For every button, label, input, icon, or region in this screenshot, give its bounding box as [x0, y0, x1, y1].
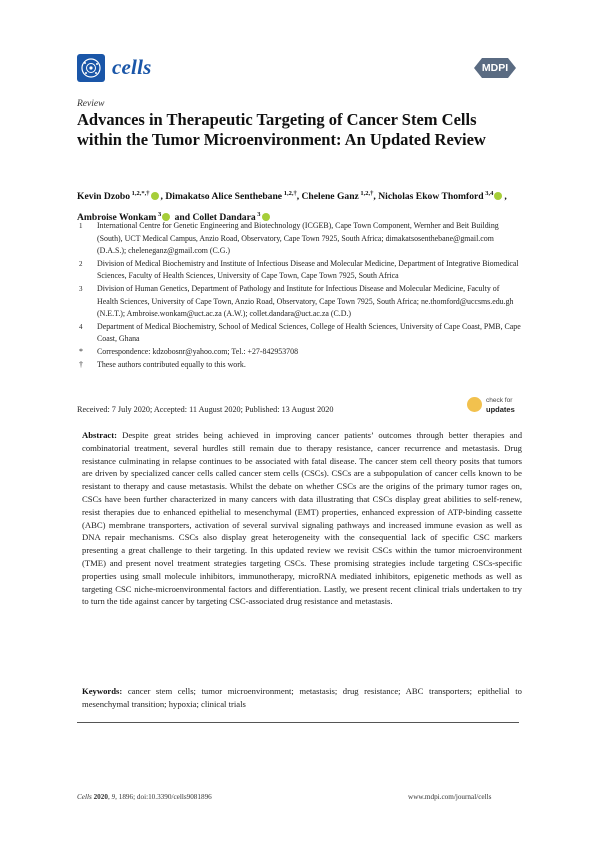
affiliation-item	[77, 258, 522, 283]
affiliation-item	[77, 321, 522, 346]
author-affiliation-marks: 3	[156, 210, 162, 218]
affiliation-mark: 2	[79, 259, 83, 268]
affiliation-item	[77, 283, 522, 321]
orcid-icon[interactable]	[494, 192, 502, 200]
journal-name: cells	[112, 55, 152, 79]
article-title: Advances in Therapeutic Targeting of Cancer Stem Cells within the Tumor Microenvironment: An Updated Review	[77, 110, 486, 149]
author-name: Ambroise Wonkam	[77, 211, 157, 223]
check-updates-line1: check for	[486, 397, 513, 404]
affiliation-text: Division of Human Genetics, Department of Pathology and Institute for Infectious Disease and Molecular Medicine, Faculty of Health Sciences, University of Cape Town, Anzio Road, Observatory, Cape Town 7925, South Africa; ne.thomford@uccsms.edu.gh (N.E.T.); Ambroise.wonkam@uct.ac.za (A.W.); collet.dandara@uct.ac.za (C.D.)	[97, 283, 514, 319]
journal-url[interactable]: www.mdpi.com/journal/cells	[408, 793, 492, 801]
author-name: Nicholas Ekow Thomford	[378, 191, 484, 203]
footer-year: 2020	[93, 793, 108, 801]
affiliation-mark: †	[79, 359, 83, 369]
article-type: Review	[77, 99, 105, 109]
affiliation-mark: *	[79, 346, 83, 356]
affiliation-item	[77, 346, 522, 359]
affiliation-item	[77, 359, 522, 372]
affiliation-text: Correspondence: kdzobosnr@yahoo.com; Tel.: +27-842953708	[97, 346, 299, 356]
keywords	[82, 685, 522, 711]
author-affiliation-marks: 3,4	[483, 190, 494, 197]
citation-footer: Cells 2020, 9, 1896; doi:10.3390/cells9081896	[77, 793, 212, 801]
footer-journal: Cells	[77, 793, 92, 801]
author-join: and	[172, 211, 193, 223]
author-affiliation-marks: 1,2,*,†	[130, 190, 150, 197]
author-list: Kevin Dzobo $^{1,2,*,\dagger}$ , Dimakatso Alice Senthebane $^{1,2,\dagger}$, Chelene Ganz $^{1,2,\dagger}$, Nicholas Ekow Thomford $^{3,4}$ , Ambroise Wonkam $^3$ and Collet Dandara $^3$	[77, 190, 507, 223]
affiliation-text: Division of Medical Biochemistry and Institute of Infectious Disease and Molecular Medicine, Department of Integrative Biomedical Sciences, Faculty of Health Sciences, University of Cape Town, Cape Town 7925, South Africa	[97, 258, 519, 281]
keywords-label: Keywords:	[82, 686, 123, 696]
affiliation-item	[77, 220, 522, 258]
affiliations	[77, 220, 522, 371]
affiliation-text: Department of Medical Biochemistry, School of Medical Sciences, College of Health Sciences, University of Cape Coast, PMB, Cape Coast, Ghana	[97, 321, 521, 344]
keywords-text: cancer stem cells; tumor microenvironment; metastasis; drug resistance; ABC transporters; epithelial to mesenchymal transition; hypoxia; clinical trials	[82, 686, 522, 709]
author-name: Dimakatso Alice Senthebane	[165, 191, 283, 203]
abstract-label: Abstract:	[82, 430, 117, 440]
footer-volume: 9	[111, 793, 116, 801]
affiliation-mark: 3	[79, 284, 83, 293]
publication-dates: Received: 7 July 2020; Accepted: 11 August 2020; Published: 13 August 2020	[77, 405, 334, 414]
affiliation-mark: 4	[79, 322, 83, 331]
check-updates-line2: updates	[486, 405, 515, 414]
abstract-text: Despite great strides being achieved in improving cancer patients’ outcomes through better therapies and combinatorial treatment, several hurdles still remain due to therapy resistance, cancer recurrence and metastasis. Drug resistance culminating in relapse continues to be associated with fatal disease. The cancer stem cell theory posits that tumors are driven by specialized cancer cells called cancer stem cells (CSCs). CSCs are a subpopulation of cancer cells known to be resistant to therapy and cause metastasis. Whilst the debate on whether CSCs are the origins of the primary tumor rages on, CSCs have been further characterized in many cancers with data illustrating that CSCs display great abilities to self-renew, resist therapies due to enhanced epithelial to mesenchymal (EMT) properties, enhanced expression of ATP-binding cassette (ABC) membrane transporters, activation of several survival signaling pathways and increased immune evasion as well as DNA repair mechanisms. CSCs also display great heterogeneity with the consequential lack of specific CSC markers presenting a great challenge to their targeting. In this updated review we revisit CSCs within the tumor microenvironment (TME) and present novel treatment strategies targeting CSCs. These promising strategies include targeting CSCs-specific properties using small molecule inhibitors, immunotherapy, microRNA mediated inhibitors, epigenetic methods as well as targeting CSC niche-microenvironmental factors and differentiation. Lastly, we present recent clinical trials undertaken to try to turn the tide against cancer by targeting CSC-associated drug resistance and metastasis.	[82, 430, 523, 607]
author-name: Chelene Ganz	[301, 191, 359, 203]
author-affiliation-marks: 1,2,†	[282, 190, 297, 197]
check-for-updates-badge[interactable]	[467, 396, 527, 418]
author-affiliation-marks: 1,2,†	[358, 190, 374, 197]
author-name: Kevin Dzobo	[77, 191, 131, 203]
author-name: Collet Dandara	[192, 211, 256, 223]
mdpi-logo-text: MDPI	[481, 62, 509, 74]
check-updates-icon	[467, 397, 482, 412]
footer-doi: , 1896; doi:10.3390/cells9081896	[115, 793, 212, 801]
cells-logo-icon	[77, 54, 105, 82]
orcid-icon[interactable]	[151, 192, 159, 200]
author-affiliation-marks: 3	[255, 210, 261, 218]
affiliation-text: These authors contributed equally to this work.	[97, 359, 246, 369]
divider-rule	[77, 722, 519, 723]
abstract	[82, 429, 522, 608]
affiliation-mark: 1	[79, 222, 83, 230]
affiliation-text: International Centre for Genetic Engineering and Biotechnology (ICGEB), Cape Town Component, Wernher and Beit Building (South), UCT Medical Campus, Anzio Road, Observatory, Cape Town 7925, South Africa; dimakatsosenthebane@gmail.com (D.A.S.); cheleneganz@gmail.com (C.G.)	[97, 221, 499, 256]
